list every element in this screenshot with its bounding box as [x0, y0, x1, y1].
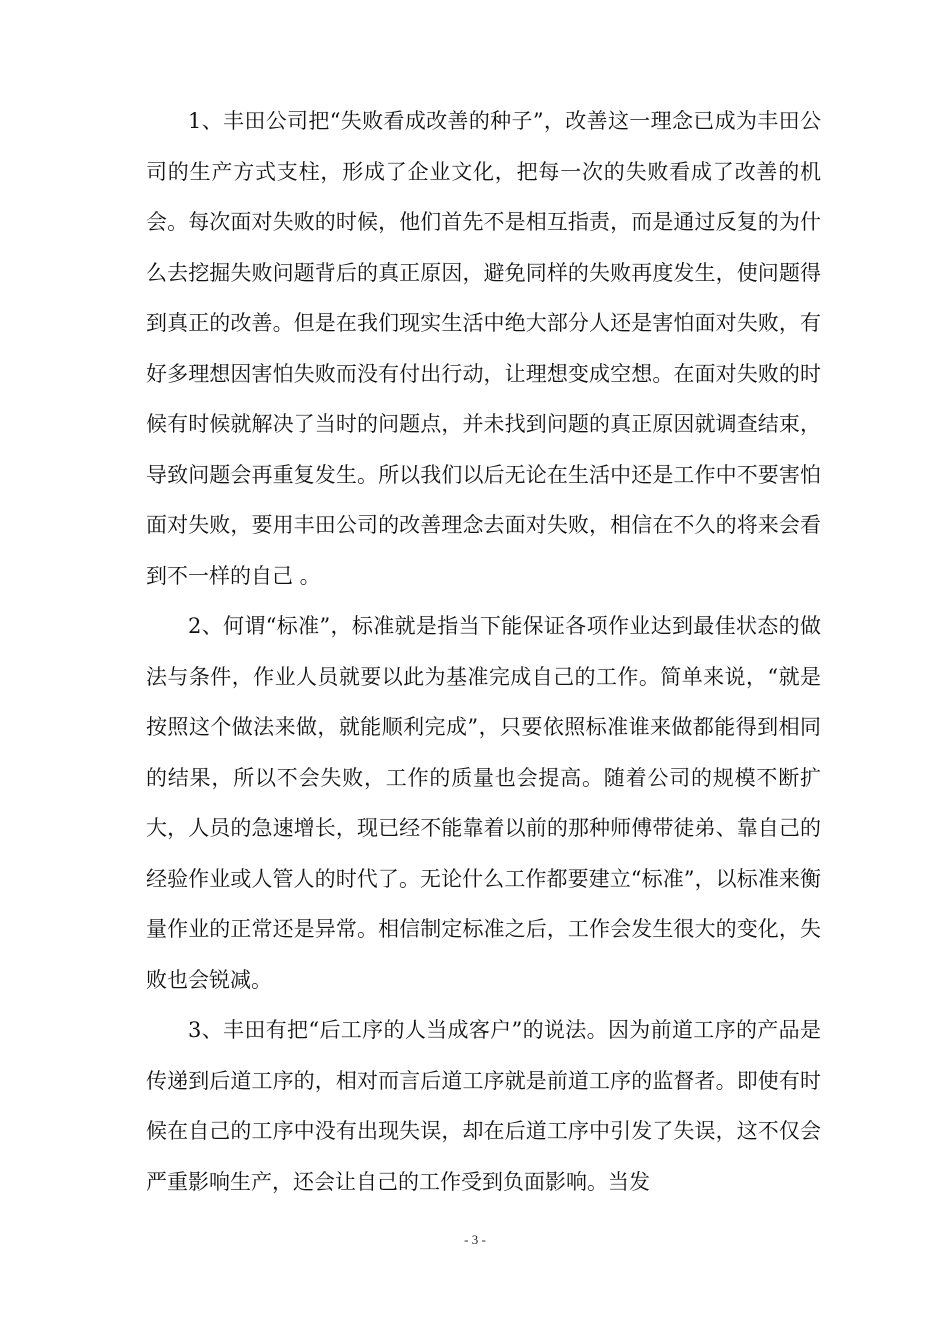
- paragraph-1: 1、丰田公司把“失败看成改善的种子”，改善这一理念已成为丰田公司的生产方式支柱，形成了企业文化，把每一次的失败看成了改善的机会。每次面对失败的时候，他们首先不是相互指责，而是通过反复的为什么去挖掘失败问题背后的真正原因，避免同样的失败再度发生，使问题得到真正的改善。但是在我们现实生活中绝大部分人还是害怕面对失败，有好多理想因害怕失败而没有付出行动，让理想变成空想。在面对失败的时候有时候就解决了当时的问题点，并未找到问题的真正原因就调查结束，导致问题会再重复发生。所以我们以后无论在生活中还是工作中不要害怕面对失败，要用丰田公司的改善理念去面对失败，相信在不久的将来会看到不一样的自己 。: [146, 109, 821, 588]
- document-body: [146, 96, 821, 1207]
- paragraph-3: 3、丰田有把“后工序的人当成客户”的说法。因为前道工序的产品是传递到后道工序的，相对而言后道工序就是前道工序的监督者。即使有时候在自己的工序中没有出现失误，却在后道工序中引发了失误，这不仅会严重影响生产，还会让自己的工作受到负面影响。当发: [146, 1018, 821, 1194]
- paragraph-2: 2、何谓“标准”，标准就是指当下能保证各项作业达到最佳状态的做法与条件，作业人员就要以此为基准完成自己的工作。简单来说，“就是按照这个做法来做，就能顺利完成”，只要依照标准谁来做都能得到相同的结果，所以不会失败，工作的质量也会提高。随着公司的规模不断扩大，人员的急速增长，现已经不能靠着以前的那种师傅带徒弟、靠自己的经验作业或人管人的时代了。无论什么工作都要建立“标准”，以标准来衡量作业的正常还是异常。相信制定标准之后，工作会发生很大的变化，失败也会锐减。: [146, 614, 821, 992]
- page-number: - 3 -: [464, 1232, 486, 1247]
